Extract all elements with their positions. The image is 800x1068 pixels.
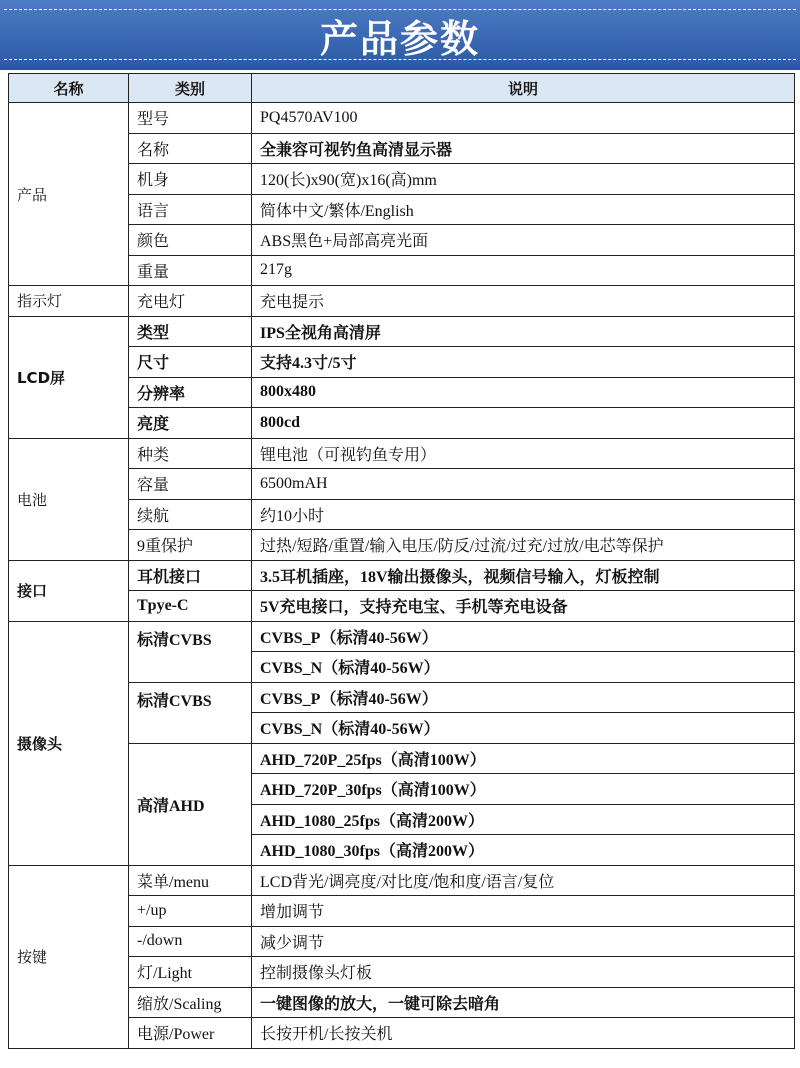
category-cell: 种类 <box>129 438 252 469</box>
description-cell: 减少调节 <box>252 926 795 957</box>
category-cell: 高清AHD <box>129 743 252 865</box>
category-cell: 标清CVBS <box>129 621 252 682</box>
category-cell: 语言 <box>129 194 252 225</box>
category-cell: 重量 <box>129 255 252 286</box>
description-cell: 3.5耳机插座，18V输出摄像头，视频信号输入，灯板控制 <box>252 560 795 591</box>
category-cell: 容量 <box>129 469 252 500</box>
description-cell: LCD背光/调亮度/对比度/饱和度/语言/复位 <box>252 865 795 896</box>
category-cell: 标清CVBS <box>129 682 252 743</box>
table-row <box>9 103 795 134</box>
table-row <box>9 560 795 591</box>
header-category: 类别 <box>129 74 252 103</box>
category-cell: 名称 <box>129 133 252 164</box>
category-cell: 机身 <box>129 164 252 195</box>
description-cell: CVBS_P（标清40-56W） <box>252 621 795 652</box>
description-cell: 控制摄像头灯板 <box>252 957 795 988</box>
group-name: 接口 <box>9 560 129 621</box>
category-cell: 灯/Light <box>129 957 252 988</box>
category-cell: -/down <box>129 926 252 957</box>
category-cell: 9重保护 <box>129 530 252 561</box>
description-cell: 锂电池（可视钓鱼专用） <box>252 438 795 469</box>
category-cell: 电源/Power <box>129 1018 252 1049</box>
category-cell: +/up <box>129 896 252 927</box>
description-cell: AHD_1080_30fps（高清200W） <box>252 835 795 866</box>
description-cell: 800x480 <box>252 377 795 408</box>
description-cell: CVBS_P（标清40-56W） <box>252 682 795 713</box>
description-cell: 过热/短路/重置/输入电压/防反/过流/过充/过放/电芯等保护 <box>252 530 795 561</box>
description-cell: CVBS_N（标清40-56W） <box>252 713 795 744</box>
table-row <box>9 865 795 896</box>
category-cell: 菜单/menu <box>129 865 252 896</box>
group-name: 摄像头 <box>9 621 129 865</box>
description-cell: 217g <box>252 255 795 286</box>
group-name: 电池 <box>9 438 129 560</box>
category-cell: Tpye-C <box>129 591 252 622</box>
group-name: 产品 <box>9 103 129 286</box>
description-cell: 全兼容可视钓鱼高清显示器 <box>252 133 795 164</box>
description-cell: AHD_1080_25fps（高清200W） <box>252 804 795 835</box>
description-cell: 支持4.3寸/5寸 <box>252 347 795 378</box>
header-description: 说明 <box>252 74 795 103</box>
description-cell: 约10小时 <box>252 499 795 530</box>
description-cell: 6500mAH <box>252 469 795 500</box>
category-cell: 亮度 <box>129 408 252 439</box>
category-cell: 缩放/Scaling <box>129 987 252 1018</box>
group-name: 指示灯 <box>9 286 129 317</box>
table-row <box>9 316 795 347</box>
description-cell: IPS全视角高清屏 <box>252 316 795 347</box>
group-name: LCD屏 <box>9 316 129 438</box>
description-cell: ABS黑色+局部高亮光面 <box>252 225 795 256</box>
category-cell: 型号 <box>129 103 252 134</box>
description-cell: 5V充电接口，支持充电宝、手机等充电设备 <box>252 591 795 622</box>
category-cell: 颜色 <box>129 225 252 256</box>
description-cell: AHD_720P_30fps（高清100W） <box>252 774 795 805</box>
category-cell: 尺寸 <box>129 347 252 378</box>
category-cell: 续航 <box>129 499 252 530</box>
category-cell: 分辨率 <box>129 377 252 408</box>
group-name: 按键 <box>9 865 129 1048</box>
description-cell: 长按开机/长按关机 <box>252 1018 795 1049</box>
divider <box>0 66 800 70</box>
dashed-line <box>4 59 796 60</box>
spec-table <box>8 73 795 1049</box>
description-cell: 充电提示 <box>252 286 795 317</box>
category-cell: 耳机接口 <box>129 560 252 591</box>
description-cell: CVBS_N（标清40-56W） <box>252 652 795 683</box>
category-cell: 类型 <box>129 316 252 347</box>
title-banner <box>0 0 800 66</box>
table-row <box>9 621 795 652</box>
description-cell: PQ4570AV100 <box>252 103 795 134</box>
description-cell: 800cd <box>252 408 795 439</box>
description-cell: 增加调节 <box>252 896 795 927</box>
table-row <box>9 438 795 469</box>
description-cell: AHD_720P_25fps（高清100W） <box>252 743 795 774</box>
table-header-row <box>9 74 795 103</box>
header-name: 名称 <box>9 74 129 103</box>
description-cell: 一键图像的放大，一键可除去暗角 <box>252 987 795 1018</box>
description-cell: 120(长)x90(宽)x16(高)mm <box>252 164 795 195</box>
page-title: 产品参数 <box>319 17 480 61</box>
category-cell: 充电灯 <box>129 286 252 317</box>
description-cell: 简体中文/繁体/English <box>252 194 795 225</box>
table-row <box>9 286 795 317</box>
